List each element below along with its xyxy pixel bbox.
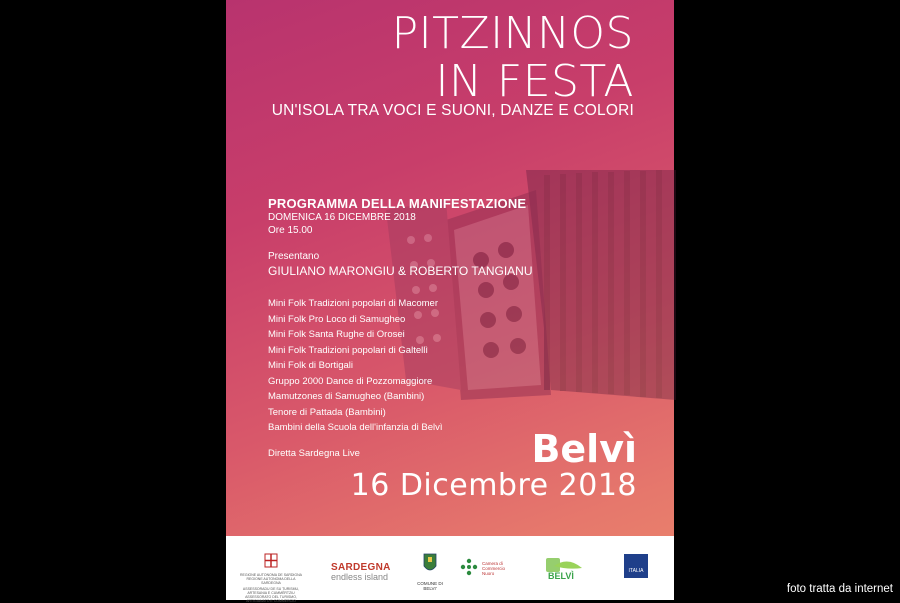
program xyxy=(268,196,533,459)
program-date: DOMENICA 16 DICEMBRE 2018 xyxy=(268,212,416,223)
region-line-2: REGIONE AUTONOMA DELLA SARDEGNA xyxy=(246,577,296,585)
poster-title xyxy=(392,10,634,106)
endless-island-text: endless island xyxy=(331,572,389,582)
live-broadcast: Diretta Sardegna Live xyxy=(268,447,360,459)
list-item: Gruppo 2000 Dance di Pozzomaggiore xyxy=(268,375,433,387)
sardegna-logo xyxy=(331,562,391,582)
list-item: Tenore di Pattada (Bambini) xyxy=(268,406,386,418)
sponsor-footer xyxy=(226,536,674,603)
belvi-green-text: BELVÌ xyxy=(548,571,574,581)
program-heading: PROGRAMMA DELLA MANIFESTAZIONE xyxy=(268,196,527,211)
presenters-label: Presentano xyxy=(268,251,320,262)
region-line-1: REGIONE AUTONOMA DE SARDIGNA xyxy=(240,573,302,577)
italia-text: ITALIA xyxy=(628,568,644,574)
list-item: Mini Folk Santa Rughe di Orosei xyxy=(268,329,405,340)
poster xyxy=(226,0,674,603)
performers-list xyxy=(268,296,533,436)
sardegna-wordmark: SARDEGNA xyxy=(331,562,391,573)
photo-credit: foto tratta da internet xyxy=(784,583,896,595)
list-item: Mini Folk Tradizioni popolari di Macomer xyxy=(268,298,439,309)
list-item: Mini Folk Pro Loco di Samugheo xyxy=(268,313,406,325)
camera-text: Camera di Commercio Nuoro xyxy=(482,561,506,576)
event-place: Belvì xyxy=(531,427,637,471)
list-item: Mini Folk Tradizioni popolari di Galtellì xyxy=(268,344,428,356)
town-crest-icon xyxy=(423,552,437,574)
program-time: Ore 15.00 xyxy=(268,225,313,236)
region-logo xyxy=(240,554,302,603)
title-line-2: IN FESTA xyxy=(435,56,634,107)
event-date: 16 Dicembre 2018 xyxy=(350,468,637,503)
region-line-4: ASSESSORATO DEL TURISMO, ARTIGIANATO E COMMERCIO xyxy=(245,595,297,603)
list-item: Bambini della Scuola dell'infanzia di Belvì xyxy=(268,422,443,433)
list-item: Mamutzones di Samugheo (Bambini) xyxy=(268,391,425,402)
belvi-green-logo xyxy=(544,554,584,584)
poster-subtitle: UN'ISOLA TRA VOCI E SUONI, DANZE E COLORI xyxy=(271,102,634,119)
region-line-3: ASSESSORADU DE SU TURISMU, ARTESANIA E CUMMÈRTZIU xyxy=(242,587,300,595)
list-item: Mini Folk di Bortigali xyxy=(268,360,353,371)
title-line-1: PITZINNOS xyxy=(391,8,634,59)
italia-logo xyxy=(624,554,648,578)
comune-text: COMUNE DI BELVI' xyxy=(417,581,443,591)
region-crest-icon xyxy=(240,554,302,568)
presenters-names: GIULIANO MARONGIU & ROBERTO TANGIANU xyxy=(268,264,533,278)
comune-logo xyxy=(410,552,450,591)
chamber-star-icon xyxy=(460,558,478,576)
